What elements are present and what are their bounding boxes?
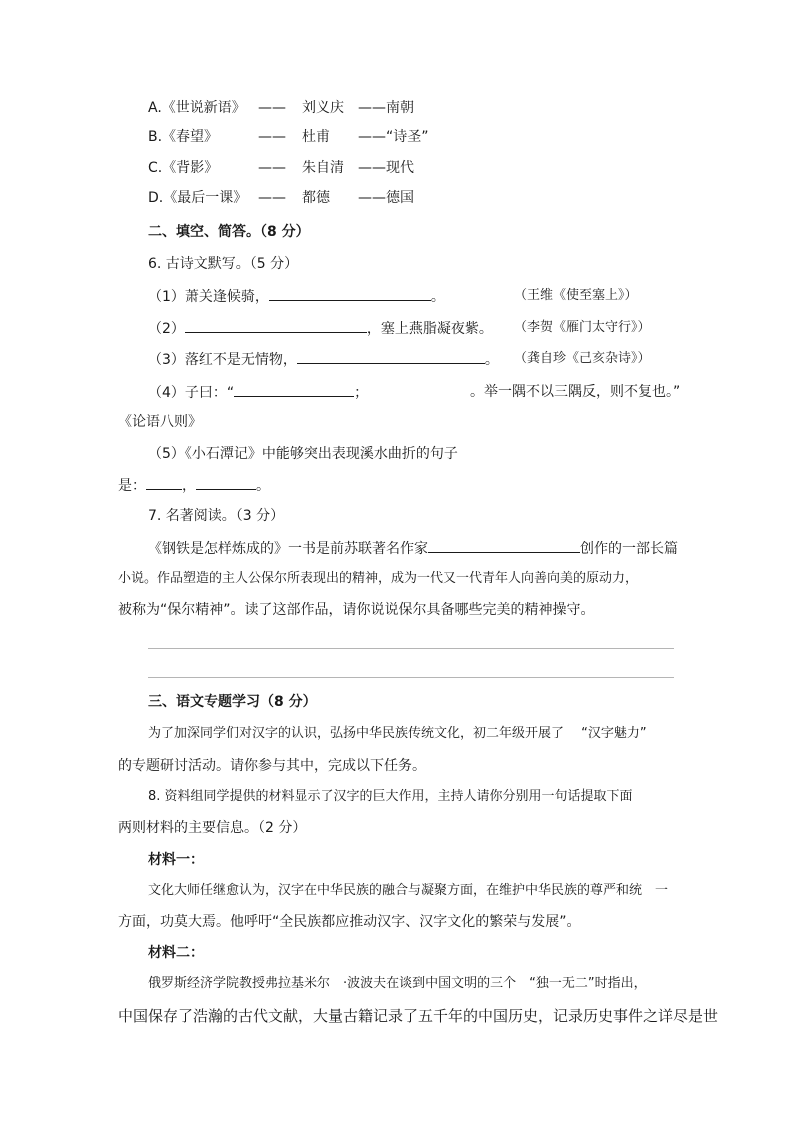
q7-p1-post: 创作的一部长篇 — [580, 541, 678, 557]
q7-para-3: 被称为“保尔精神”。读了这部作品，请你说说保尔具备哪些完美的精神操守。 — [118, 602, 595, 618]
option-c-era: 现代 — [386, 160, 414, 176]
q6-3-pre: （3）落红不是无情物， — [148, 352, 297, 368]
material-2-title: 材料二： — [148, 945, 204, 961]
answer-line-2[interactable] — [148, 677, 674, 678]
option-b-author: 杜甫 — [302, 129, 330, 145]
material-1-title: 材料一： — [148, 852, 204, 868]
q7-para-1 — [148, 538, 678, 559]
q6-3-source: （龚自珍《己亥杂诗》） — [514, 351, 651, 366]
q6-2-pre: （2） — [148, 321, 185, 337]
material-1-line-1: 文化大师任继愈认为，汉字在中华民族的融合与凝聚方面，在维护中华民族的尊严和统 一 — [148, 883, 669, 898]
q8-line-1: 8. 资料组同学提供的材料显示了汉字的巨大作用，主持人请你分别用一句话提取下面 — [148, 789, 633, 804]
option-d-author: 都德 — [302, 190, 330, 206]
q6-3-blank[interactable] — [297, 349, 485, 364]
q6-1-blank[interactable] — [269, 286, 431, 301]
option-a-label: A.《世说新语》 — [148, 100, 246, 116]
section2-heading: 二、填空、简答。（8 分） — [148, 224, 310, 240]
option-d-dash2: —— — [358, 190, 386, 206]
q8-line-2: 两则材料的主要信息。（2 分） — [118, 820, 307, 836]
section3-heading: 三、语文专题学习（8 分） — [148, 694, 317, 710]
q6-title: 6. 古诗文默写。（5 分） — [148, 256, 299, 272]
q6-1-post: 。 — [430, 289, 445, 305]
q6-3-post: 。 — [484, 352, 499, 368]
option-d-dash: —— — [258, 190, 286, 206]
option-c-dash: —— — [258, 160, 286, 176]
q6-line-5a: （5）《小石潭记》中能够突出表现溪水曲折的句子 — [148, 446, 458, 462]
q6-1-source: （王维《使至塞上》） — [514, 288, 638, 303]
option-c-label: C.《背影》 — [148, 160, 219, 176]
option-a-dash: —— — [258, 100, 286, 116]
material-1-line-2: 方面，功莫大焉。他呼吁“全民族都应推动汉字、汉字文化的繁荣与发展”。 — [118, 914, 581, 930]
option-b-dash: —— — [258, 129, 286, 145]
q7-author-blank[interactable] — [428, 538, 580, 553]
q6-4-post: 。举一隅不以三隅反，则不复也。” — [470, 384, 681, 400]
section3-intro-2: 的专题研讨活动。请你参与其中，完成以下任务。 — [118, 758, 426, 774]
q6-4-blank-1[interactable] — [234, 382, 354, 397]
q7-title: 7. 名著阅读。（3 分） — [148, 508, 285, 524]
option-d-label: D.《最后一课》 — [148, 190, 248, 206]
q6-5-blank-1[interactable] — [146, 475, 182, 490]
q6-line-1 — [148, 286, 445, 307]
q6-2-post: ，塞上燕脂凝夜紫。 — [366, 321, 493, 337]
option-b-dash2: —— — [358, 129, 386, 145]
option-d-era: 德国 — [386, 190, 414, 206]
section3-intro-1: 为了加深同学们对汉字的认识，弘扬中华民族传统文化，初二年级开展了 “汉字魅力” — [148, 726, 647, 741]
option-b-label: B.《春望》 — [148, 129, 219, 145]
q6-line-3 — [148, 349, 499, 370]
q6-4-source: 《论语八则》 — [118, 414, 202, 430]
q7-p1-pre: 《钢铁是怎样炼成的》一书是前苏联著名作家 — [148, 541, 428, 557]
q6-5-end: 。 — [256, 478, 270, 494]
material-2-line-2: 中国保存了浩瀚的古代文献，大量古籍记录了五千年的中国历史，记录历史事件之详尽是世 — [118, 1007, 719, 1025]
q6-line-2 — [148, 318, 493, 339]
option-a-author: 刘义庆 — [302, 100, 344, 116]
material-2-line-1: 俄罗斯经济学院教授弗拉基米尔 ·波波夫在谈到中国文明的三个 “独一无二”时指出， — [148, 976, 647, 991]
q6-5-pre: 是： — [118, 478, 146, 494]
q6-line-4 — [148, 382, 368, 403]
q6-line-5b — [118, 475, 270, 496]
q6-2-source: （李贺《雁门太守行》） — [514, 320, 651, 335]
q7-para-2: 小说。作品塑造的主人公保尔所表现出的精神，成为一代又一代青年人向善向美的原动力， — [118, 571, 639, 586]
option-c-dash2: —— — [358, 160, 386, 176]
q6-5-comma: ， — [182, 478, 196, 494]
option-a-dash2: —— — [358, 100, 386, 116]
q6-2-blank[interactable] — [185, 318, 367, 333]
option-c-author: 朱自清 — [302, 160, 344, 176]
q6-5-blank-2[interactable] — [196, 475, 256, 490]
q6-4-mid: ； — [354, 385, 369, 401]
option-b-era: “诗圣” — [386, 129, 429, 145]
answer-line-1[interactable] — [148, 648, 674, 649]
option-a-era: 南朝 — [386, 100, 414, 116]
q6-1-pre: （1）萧关逢候骑， — [148, 289, 269, 305]
q6-4-pre: （4）子曰：“ — [148, 385, 235, 401]
